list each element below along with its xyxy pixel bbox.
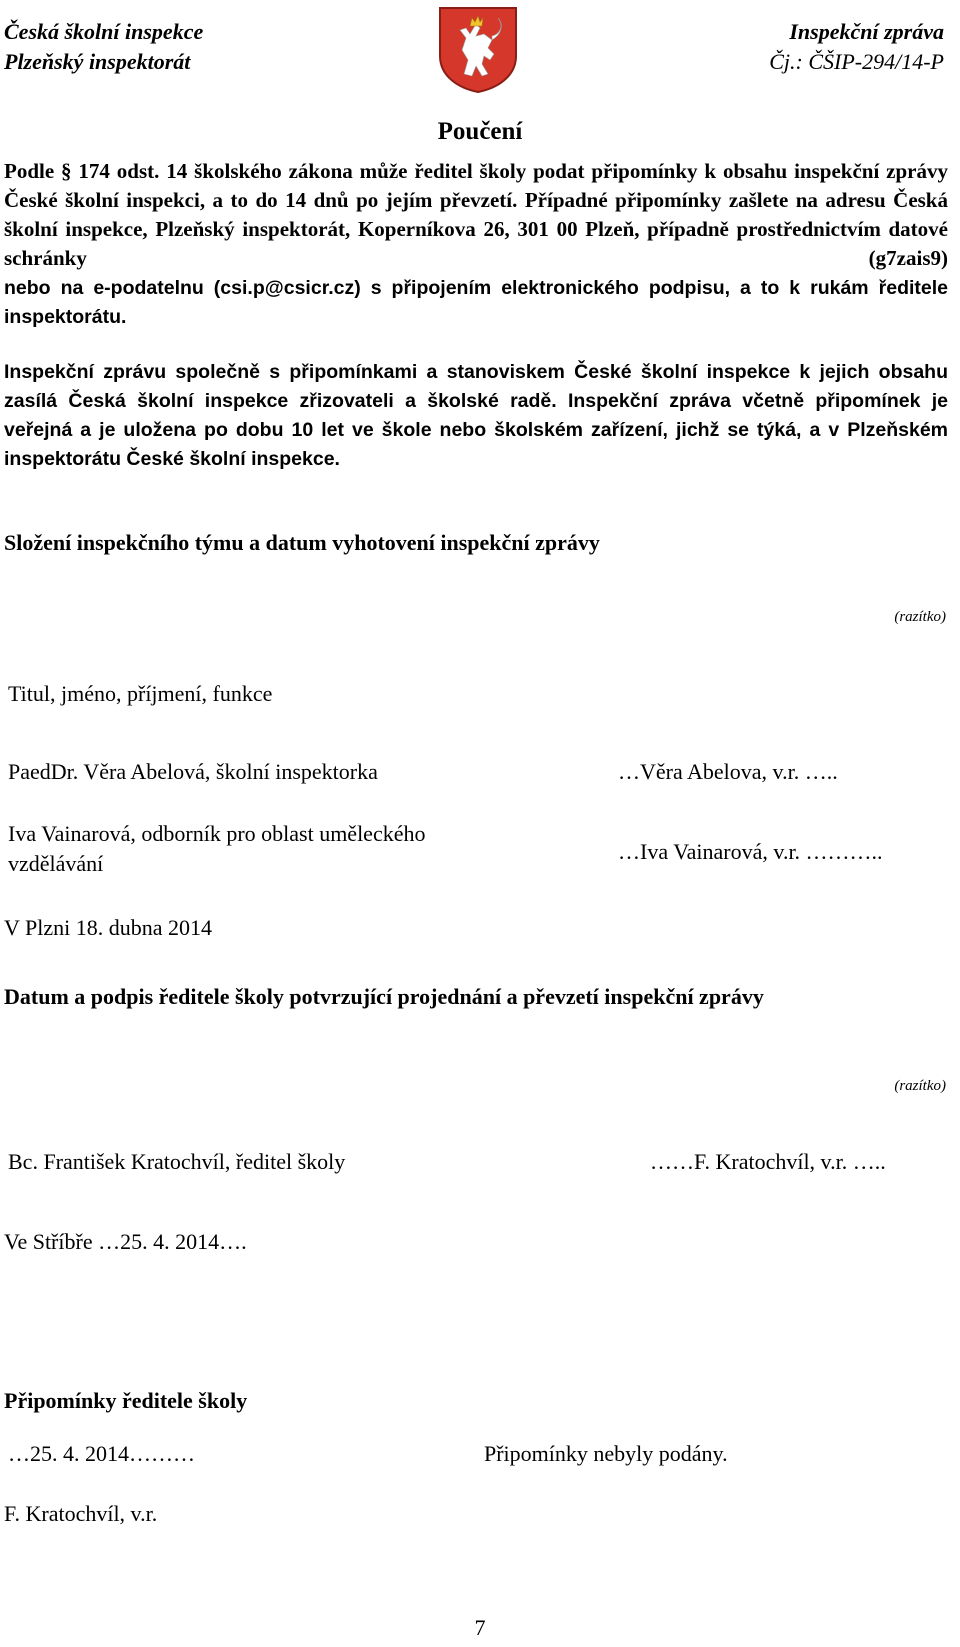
team-heading: Složení inspekčního týmu a datum vyhotovení inspekční zprávy xyxy=(4,530,600,555)
pouceni-paragraph-1b: nebo na e-podatelnu (csi.p@csicr.cz) s připojením elektronického podpisu, a to k rukám ředitele inspektorátu. xyxy=(4,277,948,328)
comments-text: Připomínky nebyly podány. xyxy=(484,1441,728,1466)
team-member-1-signature: …Věra Abelova, v.r. ….. xyxy=(618,759,838,784)
director-stamp-placeholder: (razítko) xyxy=(894,1078,946,1094)
comments-signature: F. Kratochvíl, v.r. xyxy=(4,1501,158,1526)
pouceni-title: Poučení xyxy=(437,118,523,145)
director-name: Bc. František Kratochvíl, ředitel školy xyxy=(8,1149,346,1174)
pouceni-paragraph-2: Inspekční zprávu společně s připomínkami a stanoviskem České školní inspekce k jejich obsahu zasílá Česká školní inspekce zřizovateli a školské radě. Inspekční zpráva včetně připomínek je veřejná a je uložena po dobu 10 let ve škole nebo školském zařízení, jichž se týká, a v Plzeňském inspektorátu České školní inspekce. xyxy=(4,361,948,470)
header-institution: Česká školní inspekce xyxy=(4,19,204,44)
page-number: 7 xyxy=(474,1615,486,1640)
header-document-type: Inspekční zpráva xyxy=(789,19,944,44)
team-member-2-signature: …Iva Vainarová, v.r. ……….. xyxy=(618,839,883,864)
comments-date: …25. 4. 2014……… xyxy=(8,1441,195,1466)
team-member-1-name: PaedDr. Věra Abelová, školní inspektorka xyxy=(8,759,378,784)
director-place-date: Ve Stříbře …25. 4. 2014…. xyxy=(4,1229,247,1254)
team-member-2-name-continued: vzdělávání xyxy=(8,851,104,876)
team-place-date: V Plzni 18. dubna 2014 xyxy=(4,915,212,940)
director-heading: Datum a podpis ředitele školy potvrzující projednání a převzetí inspekční zprávy xyxy=(4,984,764,1009)
czech-coat-of-arms-icon xyxy=(436,4,520,94)
header-inspectorate: Plzeňský inspektorát xyxy=(4,49,191,74)
team-column-header: Titul, jméno, příjmení, funkce xyxy=(8,681,273,706)
comments-heading: Připomínky ředitele školy xyxy=(4,1388,248,1413)
director-signature: ……F. Kratochvíl, v.r. ….. xyxy=(650,1149,886,1174)
pouceni-paragraph-1a: Podle § 174 odst. 14 školského zákona může ředitel školy podat připomínky k obsahu inspekční zprávy České školní inspekci, a to do 14 dnů po jejím převzetí. Případné připomínky zašlete na adresu Česká školní inspekce, Plzeňský inspektorát, Koperníkova 26, 301 00 Plzeň, případně prostřednictvím datové schránky (g7zais9) xyxy=(4,159,948,270)
team-member-2-name: Iva Vainarová, odborník pro oblast uměleckého xyxy=(8,821,426,846)
team-stamp-placeholder: (razítko) xyxy=(894,609,946,625)
header-reference-number: Čj.: ČŠIP-294/14-P xyxy=(769,49,944,74)
